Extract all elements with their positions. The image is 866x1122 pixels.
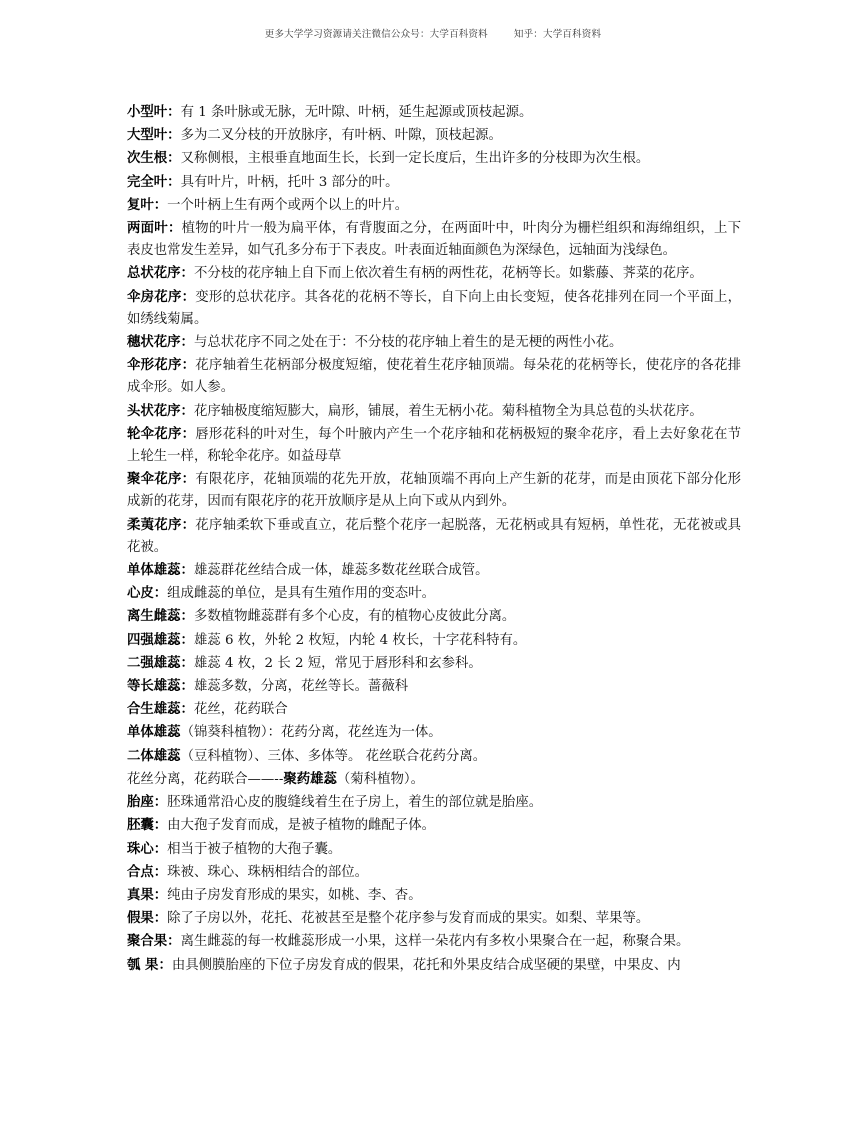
header-wechat-text: 更多大学学习资源请关注微信公众号：大学百科资料 [264,29,488,40]
glossary-entry [127,331,741,354]
glossary-entry [127,605,741,628]
entry-text: 珠被、珠心、珠柄相结合的部位。 [167,864,369,880]
entry-term: 等长雄蕊： [127,678,194,695]
entry-term: 假果： [127,910,168,927]
glossary-entry [127,907,741,930]
glossary-entry [127,217,741,262]
entry-term: 伞形花序： [127,357,196,374]
entry-term: 完全叶： [127,173,181,190]
entry-term: 复叶： [127,196,168,213]
entry-term: 四强雄蕊： [127,631,194,648]
glossary-entry [127,354,741,399]
page-header [0,26,866,40]
glossary-entry [127,423,741,468]
entry-text: 植物的叶片一般为扁平体，有背腹面之分，在两面叶中，叶肉分为栅栏组织和海绵组织，上下表皮也常发生差异，如气孔多分布于下表皮。叶表面近轴面颜色为深绿色，远轴面为浅绿色。 [127,221,742,259]
entry-text: 花序轴柔软下垂或直立，花后整个花序一起脱落，无花柄或具有短柄，单性花，无花被或具花被。 [127,517,742,555]
entry-text: 与总状花序不同之处在于：不分枝的花序轴上着生的是无梗的两性小花。 [193,335,623,351]
glossary-entry [127,629,741,652]
entry-term: 珠心： [127,840,168,857]
entry-text: 又称侧根，主根垂直地面生长，长到一定长度后，生出许多的分枝即为次生根。 [180,151,650,167]
glossary-entry [127,814,741,837]
glossary-entry [127,124,741,147]
entry-text: 离生雌蕊的每一枚雌蕊形成一小果，这样一朵花内有多枚小果聚合在一起，称聚合果。 [180,934,690,950]
glossary-entry [127,514,741,559]
glossary-entry [127,147,741,170]
glossary-entry [127,675,741,698]
entry-term: 胎座： [127,794,168,811]
glossary-entry [127,468,741,513]
glossary-entry [127,262,741,285]
glossary-entry [127,954,741,977]
entry-text: 有限花序，花轴顶端的花先开放，花轴顶端不再向上产生新的花芽，而是由顶花下部分化形成新的花芽，因而有限花序的花开放顺序是从上向下或从内到外。 [127,472,742,510]
entry-text: 多为二叉分枝的开放脉序，有叶柄、叶隙，顶枝起源。 [180,128,502,144]
glossary-entry [127,582,741,605]
entry-text: 由具侧膜胎座的下位子房发育成的假果，花托和外果皮结合成坚硬的果壁，中果皮、内 [171,957,681,973]
entry-text: 花丝，花药联合 [193,702,288,718]
entry-term: 次生根： [127,150,181,167]
entry-text: 胚珠通常沿心皮的腹缝线着生在子房上，着生的部位就是胎座。 [167,795,543,811]
entry-term: 胚囊： [127,817,168,834]
entry-term: 聚伞花序： [127,471,196,488]
entry-term: 合点： [127,863,168,880]
glossary-entry [127,861,741,884]
entry-term: 瓠 果： [127,956,172,973]
entry-term: 柔荑花序： [127,516,196,533]
entry-text: （豆科植物）、三体、多体等。 花丝联合花药分离。 [180,748,487,764]
entry-text: 一个叶柄上生有两个或两个以上的叶片。 [167,197,409,213]
entry-prefix: 花丝分离，花药联合——-- [127,771,284,787]
glossary-entry [127,559,741,582]
entry-text: 唇形花科的叶对生，每个叶腋内产生一个花序轴和花柄极短的聚伞花序，看上去好象花在节上轮生一样，称轮伞花序。如益母草 [127,426,742,465]
glossary-entry [127,768,741,791]
entry-text: 组成雌蕊的单位，是具有生殖作用的变态叶。 [167,586,435,602]
entry-term: 小型叶： [127,104,181,120]
entry-text: （锦葵科植物）：花药分离，花丝连为一体。 [180,725,442,741]
entry-term: 单体雄蕊 [127,724,181,741]
entry-text: 变形的总状花序。其各花的花柄不等长，自下向上由长变短，使各花排列在同一个平面上，如绣线菊属。 [127,289,742,327]
entry-term: 单体雄蕊： [127,562,194,579]
entry-text: 雄蕊群花丝结合成一体，雄蕊多数花丝联合成管。 [193,563,489,579]
glossary-entry [127,286,741,331]
entry-text: 有 1 条叶脉或无脉，无叶隙、叶柄，延生起源或顶枝起源。 [180,105,533,120]
glossary-entry [127,884,741,907]
entry-text: 雄蕊多数，分离，花丝等长。蔷薇科 [193,679,409,695]
entry-term: 总状花序： [127,265,194,282]
entry-text: 多数植物雌蕊群有多个心皮，有的植物心皮彼此分离。 [193,609,516,625]
entry-term: 二体雄蕊 [127,747,181,764]
entry-text: （菊科植物）。 [336,771,424,787]
glossary-content [127,101,741,977]
entry-term: 合生雄蕊： [127,701,194,718]
glossary-entry [127,721,741,744]
entry-text: 花序轴极度缩短膨大，扁形，铺展，着生无柄小花。菊科植物全为具总苞的头状花序。 [193,403,703,419]
entry-term: 聚合果： [127,933,181,950]
glossary-entry [127,791,741,814]
entry-text: 不分枝的花序轴上自下而上依次着生有柄的两性花，花柄等长。如紫藤、荠菜的花序。 [193,266,703,282]
entry-text: 雄蕊 4 枚，2 长 2 短，常见于唇形科和玄参科。 [193,655,482,671]
entry-text: 花序轴着生花柄部分极度短缩，使花着生花序轴顶端。每朵花的花柄等长，使花序的各花排成伞形。如人参。 [127,358,742,396]
glossary-entry [127,745,741,768]
glossary-entry [127,400,741,423]
entry-text: 除了子房以外，花托、花被甚至是整个花序参与发育而成的果实。如梨、苹果等。 [167,911,650,927]
glossary-entry [127,171,741,194]
header-zhihu-text: 知乎：大学百科资料 [513,29,602,40]
entry-text: 纯由子房发育形成的果实，如桃、李、杏。 [167,887,422,903]
entry-text: 具有叶片，叶柄，托叶 3 部分的叶。 [180,174,399,190]
entry-term: 穗状花序： [127,334,194,351]
entry-term: 伞房花序： [127,288,196,305]
glossary-entry [127,838,741,861]
entry-term: 头状花序： [127,402,194,419]
glossary-entry [127,652,741,675]
glossary-entry [127,101,741,124]
entry-term: 离生雌蕊： [127,608,194,625]
glossary-entry [127,930,741,953]
glossary-entry [127,194,741,217]
entry-term: 聚药雄蕊 [283,770,337,787]
entry-text: 由大孢子发育而成，是被子植物的雌配子体。 [167,818,435,834]
entry-text: 相当于被子植物的大孢子囊。 [167,841,342,857]
entry-term: 两面叶： [127,220,182,237]
entry-term: 大型叶： [127,127,181,144]
entry-term: 真果： [127,886,168,903]
entry-term: 心皮： [127,585,168,602]
entry-term: 轮伞花序： [127,425,196,442]
entry-text: 雄蕊 6 枚，外轮 2 枚短，内轮 4 枚长，十字花科特有。 [193,632,527,648]
glossary-entry [127,698,741,721]
entry-term: 二强雄蕊： [127,654,194,671]
